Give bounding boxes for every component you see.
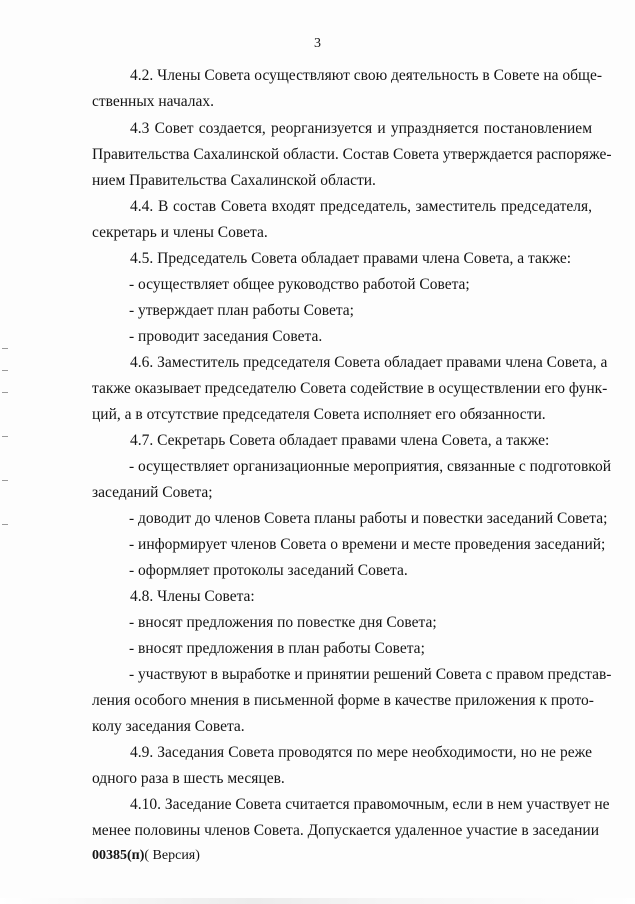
paragraph-4-9-line-2: одного раза в шесть месяцев. [92,770,285,787]
list-item-4-8-3-line-3: колу заседания Совета. [92,718,245,735]
list-item-4-5-2: - утверждает план работы Совета; [129,302,354,319]
list-item-4-8-3-line-2: ления особого мнения в письменной форме в качестве приложения к прото- [92,692,594,709]
paragraph-4-7: 4.7. Секретарь Совета обладает правами члена Совета, а также: [130,432,550,449]
paragraph-4-4-line-2: секретарь и члены Совета. [92,224,268,241]
list-item-4-7-2: - доводит до членов Совета планы работы и повестки заседаний Совета; [129,510,608,527]
paragraph-4-5: 4.5. Председатель Совета обладает правами члена Совета, а также: [130,250,572,267]
document-footer [92,848,200,864]
document-version: ( Версия) [144,848,200,863]
paragraph-4-3-line-3: нием Правительства Сахалинской области. [92,172,376,189]
paragraph-4-6-line-3: ций, а в отсутствие председателя Совета исполняет его обязанности. [92,406,546,423]
paragraph-4-6-line-2: также оказывает председателю Совета содействие в осуществлении его функ- [92,380,608,397]
paragraph-4-3-line-1: 4.3 Совет создается, реорганизуется и упраздняется постановлением [130,120,592,137]
paragraph-4-6-line-1: 4.6. Заместитель председателя Совета обладает правами члена Совета, а [130,354,608,371]
list-item-4-7-4: - оформляет протоколы заседаний Совета. [129,562,408,579]
list-item-4-8-3-line-1: - участвуют в выработке и принятии решений Совета с правом представ- [129,666,612,683]
list-item-4-8-2: - вносят предложения в план работы Совета; [129,640,425,657]
list-item-4-7-3: - информирует членов Совета о времени и месте проведения заседаний; [129,536,606,553]
scan-edge [0,898,635,904]
list-item-4-7-1-line-1: - осуществляет организационные мероприятия, связанные с подготовкой [129,458,612,475]
paragraph-4-4-line-1: 4.4. В состав Совета входят председатель, заместитель председателя, [130,198,592,215]
page-number: 3 [314,36,321,51]
paragraph-4-10-line-1: 4.10. Заседание Совета считается правомочным, если в нем участвует не [130,796,610,813]
paragraph-4-2-line-2: ственных началах. [92,93,214,110]
paragraph-4-10-line-2: менее половины членов Совета. Допускается удаленное участие в заседании [92,822,600,839]
list-item-4-5-1: - осуществляет общее руководство работой Совета; [129,276,470,293]
paragraph-4-8: 4.8. Члены Совета: [130,588,255,605]
list-item-4-7-1-line-2: заседаний Совета; [92,484,213,501]
paragraph-4-9-line-1: 4.9. Заседания Совета проводятся по мере необходимости, но не реже [130,744,592,761]
list-item-4-8-1: - вносят предложения по повестке дня Совета; [129,614,437,631]
scan-margin-marks [0,340,12,560]
list-item-4-5-3: - проводит заседания Совета. [129,328,323,345]
paragraph-4-2-line-1: 4.2. Члены Совета осуществляют свою деятельность в Совете на обще- [130,67,602,84]
document-code: 00385(п) [92,848,145,863]
paragraph-4-3-line-2: Правительства Сахалинской области. Состав Совета утверждается распоряже- [92,146,612,163]
